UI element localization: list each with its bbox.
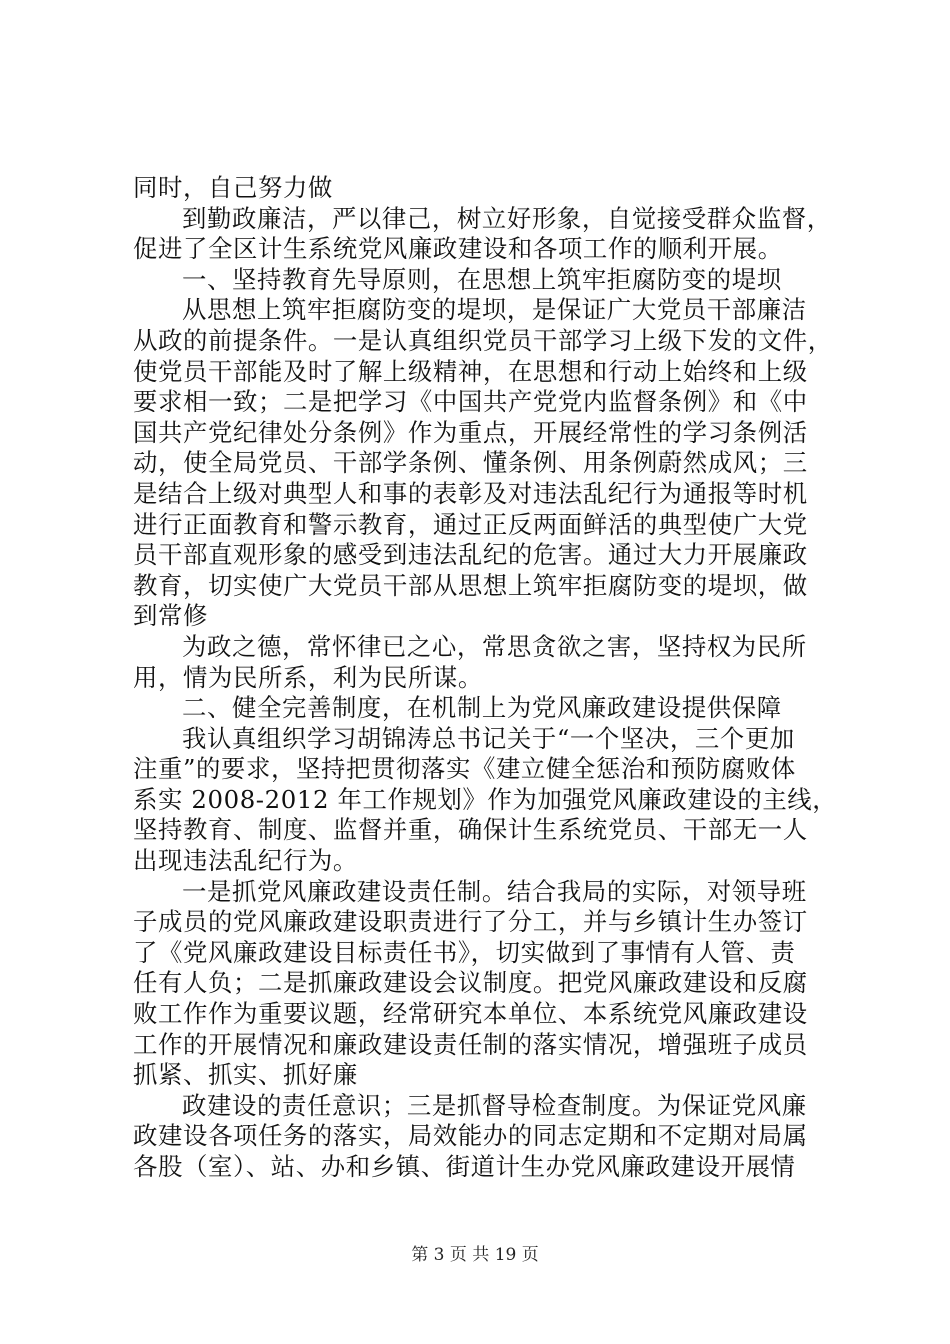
text-line: 政建设各项任务的落实，局效能办的同志定期和不定期对局属 <box>133 1121 808 1151</box>
text-line: 坚持教育、制度、监督并重，确保计生系统党员、干部无一人 <box>133 815 808 845</box>
text-line: 系实 2008-2012 年工作规划》作为加强党风廉政建设的主线， <box>133 784 838 814</box>
text-line: 国共产党纪律处分条例》作为重点，开展经常性的学习条例活 <box>133 417 808 447</box>
text-line: 从政的前提条件。一是认真组织党员干部学习上级下发的文件， <box>133 325 833 355</box>
section-heading-2: 二、健全完善制度，在机制上为党风廉政建设提供保障 <box>182 693 782 723</box>
page-number-footer: 第 3 页 共 19 页 <box>411 1245 539 1265</box>
text-line: 子成员的党风廉政建设职责进行了分工，并与乡镇计生办签订 <box>133 907 808 937</box>
text-line: 用，情为民所系，利为民所谋。 <box>133 662 483 692</box>
paragraph-start-line: 政建设的责任意识；三是抓督导检查制度。为保证党风廉 <box>182 1090 807 1120</box>
text-line: 任有人负；二是抓廉政建设会议制度。把党风廉政建设和反腐 <box>133 968 808 998</box>
text-line: 要求相一致；二是把学习《中国共产党党内监督条例》和《中 <box>133 387 808 417</box>
text-line: 教育，切实使广大党员干部从思想上筑牢拒腐防变的堤坝，做 <box>133 570 808 600</box>
text-line: 各股（室）、站、办和乡镇、街道计生办党风廉政建设开展情 <box>133 1152 796 1181</box>
text-line: 促进了全区计生系统党风廉政建设和各项工作的顺利开展。 <box>133 234 783 264</box>
text-line: 出现违法乱纪行为。 <box>133 846 358 876</box>
text-line: 动，使全局党员、干部学条例、懂条例、用条例蔚然成风；三 <box>133 448 808 478</box>
text-line: 同时，自己努力做 <box>133 173 333 202</box>
text-line: 抓紧、抓实、抓好廉 <box>133 1060 358 1090</box>
paragraph-start-line: 从思想上筑牢拒腐防变的堤坝，是保证广大党员干部廉洁 <box>182 295 807 325</box>
text-line: 使党员干部能及时了解上级精神，在思想和行动上始终和上级 <box>133 356 808 386</box>
paragraph-start-line: 到勤政廉洁，严以律己，树立好形象，自觉接受群众监督， <box>182 203 832 233</box>
text-line: 是结合上级对典型人和事的表彰及对违法乱纪行为通报等时机 <box>133 478 808 508</box>
text-line: 员干部直观形象的感受到违法乱纪的危害。通过大力开展廉政 <box>133 540 808 570</box>
text-line: 进行正面教育和警示教育，通过正反两面鲜活的典型使广大党 <box>133 509 808 539</box>
paragraph-start-line: 为政之德，常怀律已之心，常思贪欲之害，坚持权为民所 <box>182 631 807 661</box>
text-line: 到常修 <box>133 601 208 631</box>
paragraph-start-line: 我认真组织学习胡锦涛总书记关于“一个坚决，三个更加 <box>182 723 795 753</box>
text-line: 注重”的要求，坚持把贯彻落实《建立健全惩治和预防腐败体 <box>133 754 796 784</box>
document-body <box>133 173 838 1183</box>
text-line: 了《党风廉政建设目标责任书》，切实做到了事情有人管、责 <box>133 937 796 967</box>
text-line: 工作的开展情况和廉政建设责任制的落实情况，增强班子成员 <box>133 1029 808 1059</box>
text-line: 败工作作为重要议题，经常研究本单位、本系统党风廉政建设 <box>133 999 808 1029</box>
paragraph-start-line: 一是抓党风廉政建设责任制。结合我局的实际，对领导班 <box>182 876 807 906</box>
section-heading-1: 一、坚持教育先导原则，在思想上筑牢拒腐防变的堤坝 <box>182 264 782 294</box>
